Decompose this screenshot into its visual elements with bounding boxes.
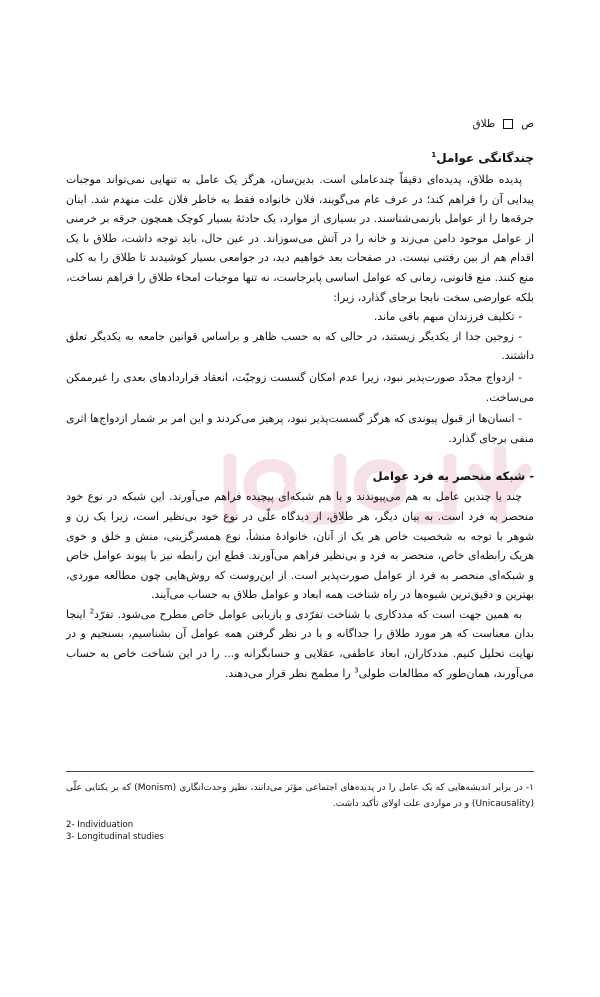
section-heading: چندگانگی عوامل$^1$ [431,151,534,165]
footnote-2: 2- Individuation [66,820,134,830]
subsection-heading: - شبکه منحصر به فرد عوامل [372,469,534,484]
running-head-title: طلاق [472,118,496,130]
subsection-paragraph-1: چند یا چندین عامل به هم می‌پیوندند و با هم شبکه‌ای پیچیده فراهم می‌آورند. این شبکه در نوع خود منحصر به فرد است. به بیان دیگر، هر طلاق، از دیدگاه علّی در نوع خود بی‌نظیر است، زیرا یک زن و شوهر با توجه به شخصیت خاص هر یک از آنان، خانوادهٔ منشأ، نوع همسرگزینی، منش و خلق و خوی هریک رابطه‌ای خاص، منحصر به فرد و بی‌نظیر فراهم می‌آورند. قطع این رابطه نیز با پیوند عوامل خاص و شبکه‌ای منحصر به فرد از عوامل صورت‌پذیر است. از این‌روست که روش‌هایی چون مطالعه موردی، بهترین و دقیق‌ترین شیوه‌ها در راه شناخت همه ابعاد و عوامل طلاق به حساب می‌آیند. [66,490,534,602]
footnote-ref-3: 3 [354,666,359,675]
list-item: - تکلیف فرزندان مبهم باقی ماند. [373,310,522,324]
square-icon [503,119,513,129]
list-item: - ازدواج مجدّد صورت‌پذیر نبود، زیرا عدم امکان گسست زوجیّت، انعقاد قراردادهای بعدی را غیرممکن می‌ساخت. [66,370,534,404]
list-item: - زوجین جدا از یکدیگر زیستند، در حالی که به حسب ظاهر و براساس قوانین جامعه به یکدیگر تعلق داشتند. [66,329,534,363]
page-label: ص [521,118,534,130]
footnote-ref-1: 1 [431,151,437,159]
footnote-ref-2: 2 [89,607,95,616]
running-head [473,118,534,130]
footnote-3: 3- Longitudinal studies [66,832,164,842]
list-item: - انسان‌ها از قبول پیوندی که هرگز گسست‌پذیر نبود، پرهیز می‌کردند و این امر بر شمار ازدواج‌ها اثری منفی برجای گذارد. [66,412,534,445]
subsection-paragraph-2: به همین جهت است که مددکاری با شناخت تفرّدی و بازیابی عوامل خاص مطرح می‌شود. تفرّد$^2$ اینجا بدان معناست که هر مورد طلاق را جداگانه و با در نظر گرفتن همه عوامل آن بشناسیم، بسنجیم و در نهایت تحلیل کنیم. مددکاران، ابعاد عاطفی، عقلایی و حسابگرانه و... را در این شناخت خاص به حساب می‌آورند، همان‌طور که مطالعات طولی$^3$ را مطمح نظر قرار می‌دهند. [66,607,534,680]
footnote-1: ۱- در برابر اندیشه‌هایی که یک عامل را در پدیده‌های اجتماعی مؤثر می‌دانند، نظیر وحدت‌انگاری (Monism) که بر یکتایی علّی (Unicausality) و در مواردی علت اولای تأکید داشت. [66,783,534,809]
page-content [66,148,534,683]
footnote-divider [66,771,534,772]
section-paragraph: پدیده طلاق، پدیده‌ای دقیقاً چندعاملی است. بدین‌سان، هرگز یک عامل به تنهایی نمی‌تواند موجبات پیدایی آن را فراهم کند؛ در عرف عام می‌گویند، فلان خانواده فقط به خاطر فلان علت منهدم شد. اینان جرقه‌ها را از عوامل بازنمی‌شناسند. در بسیاری از موارد، یک حادثهٔ بسیار کوچک همچون جرقه بر خرمنی از عوامل موجود دامن می‌زند و خانه را در آتش می‌سوزاند. در عین حال، باید توجه داشت، طلاق با یک اقدام هم از بین رفتنی نیست. در صفحات بعد خواهیم دید، در جوامعی بسیار کوشیدند تا طلاق را به کلی منع کنند. منع قانونی، زمانی که عوامل اساسی پابرجاست، نه تنها موجبات امحاء طلاق را فراهم نساخت، بلکه عوارضی سخت نابجا برجای گذارد، زیرا: [66,173,534,304]
